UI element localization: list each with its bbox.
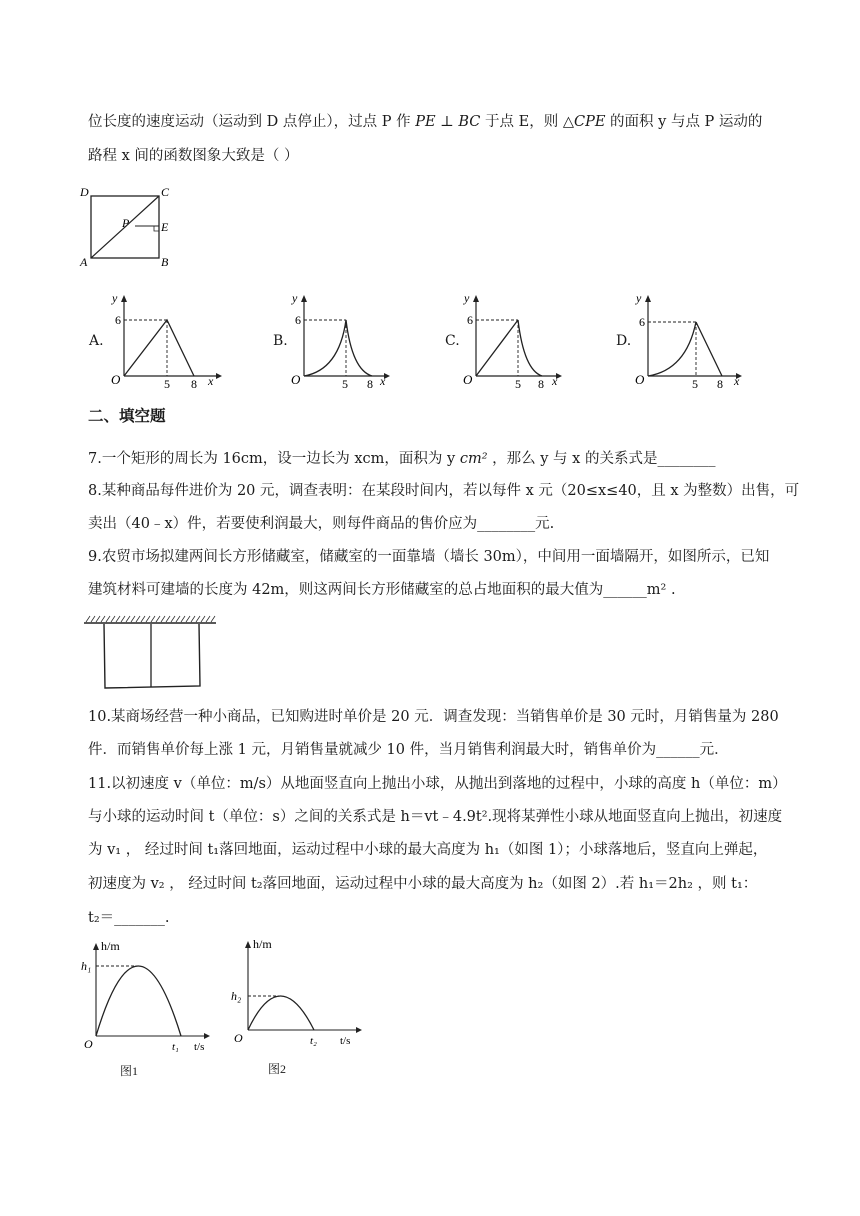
option-b-label[interactable]: B.	[273, 333, 288, 349]
figure-2-graph	[228, 936, 368, 1056]
option-c-label[interactable]: C.	[445, 333, 460, 349]
x-axis-label: x	[734, 374, 740, 388]
q7-text-a: 7.一个矩形的周长为 16cm，设一边长为 xcm，面积为 y	[88, 451, 460, 467]
x-tick-8: 8	[538, 377, 544, 390]
fig1-y-label: h/m	[101, 939, 120, 953]
label-c: C	[161, 186, 170, 199]
option-d-label[interactable]: D.	[616, 333, 632, 349]
label-a: A	[80, 255, 88, 268]
origin-label: O	[111, 372, 121, 387]
q10-line-1: 10.某商场经营一种小商品，已知购进时单价是 20 元．调查发现：当销售单价是 30 元时，月销售量为 280	[88, 709, 779, 725]
fig2-end-label: t₂	[310, 1035, 317, 1047]
origin-label: O	[635, 372, 645, 387]
origin-label: O	[463, 372, 473, 387]
q11-line-2: 与小球的运动时间 t（单位：s）之间的关系式是 h＝vt﹣4.9t².现将某弹性小球从地面竖直向上抛出，初速度	[88, 809, 783, 825]
fig2-peak-label: h₂	[231, 989, 242, 1003]
q6-rectangle-figure	[74, 186, 184, 268]
q9-line-1: 9.农贸市场拟建两间长方形储藏室，储藏室的一面靠墙（墙长 30m），中间用一面墙隔开，如图所示，已知	[88, 549, 770, 565]
label-e: E	[161, 220, 169, 234]
q8-line-2: 卖出（40﹣x）件，若要使利润最大，则每件商品的售价应为________元.	[88, 516, 555, 532]
storage-room-figure	[84, 614, 220, 692]
q7-line	[88, 449, 715, 469]
fig1-x-label: t/s	[194, 1041, 205, 1053]
fig1-end-label: t₁	[172, 1041, 179, 1053]
q7-text-b: ，那么 y 与 x 的关系式是________	[487, 451, 716, 467]
fig2-origin: O	[234, 1031, 243, 1045]
y-tick-6: 6	[115, 313, 121, 327]
fig2-y-label: h/m	[253, 937, 272, 951]
q6-math-cpe: △CPE	[562, 114, 606, 130]
fig1-origin: O	[84, 1037, 93, 1051]
y-axis-label: y	[112, 291, 118, 305]
figure-2-caption: 图2	[268, 1062, 287, 1076]
label-d: D	[80, 186, 89, 199]
x-tick-5: 5	[342, 377, 348, 390]
q6-math-pe-bc: PE ⊥ BC	[415, 114, 481, 130]
x-tick-8: 8	[367, 377, 373, 390]
q7-unit: cm²	[459, 451, 488, 467]
q11-line-3: 为 v₁ ， 经过时间 t₁落回地面，运动过程中小球的最大高度为 h₁（如图 1）；小球落地后，竖直向上弹起，	[88, 842, 768, 858]
option-c-graph	[456, 290, 576, 390]
y-axis-label: y	[464, 291, 470, 305]
x-tick-5: 5	[164, 377, 170, 390]
fig2-x-label: t/s	[340, 1035, 351, 1047]
y-tick-6: 6	[295, 313, 301, 327]
y-tick-6: 6	[639, 315, 645, 329]
q6-text-c: 的面积 y 与点 P 运动的	[605, 114, 763, 130]
x-axis-label: x	[208, 374, 214, 388]
section-heading-fill-blank: 二、填空题	[88, 407, 166, 425]
q10-line-2: 件．而销售单价每上涨 1 元，月销售量就减少 10 件，当月销售利润最大时，销售单价为______元．	[88, 742, 729, 758]
q6-text-a: 位长度的速度运动（运动到 D 点停止），过点 P 作	[88, 114, 416, 130]
q6-text-b: 于点 E，则	[480, 114, 563, 130]
y-tick-6: 6	[467, 313, 473, 327]
x-axis-label: x	[380, 374, 386, 388]
y-axis-label: y	[292, 291, 298, 305]
option-a-graph	[104, 290, 224, 390]
q6-line-2: 路程 x 间的函数图象大致是（ ）	[88, 148, 299, 164]
q8-line-1: 8.某种商品每件进价为 20 元，调查表明：在某段时间内，若以每件 x 元（20≤x≤40，且 x 为整数）出售，可	[88, 483, 800, 499]
q9-line-2: 建筑材料可建墙的长度为 42m，则这两间长方形储藏室的总占地面积的最大值为______m² .	[88, 582, 676, 598]
x-tick-8: 8	[717, 377, 723, 390]
label-p: P	[122, 216, 130, 230]
option-d-graph	[628, 290, 752, 390]
label-b: B	[161, 255, 169, 268]
x-tick-5: 5	[515, 377, 521, 390]
x-tick-8: 8	[191, 377, 197, 390]
fig1-peak-label: h₁	[81, 959, 92, 973]
x-axis-label: x	[552, 374, 558, 388]
q11-line-5: t₂＝_______.	[88, 910, 170, 926]
option-b-graph	[284, 290, 404, 390]
figure-1-caption: 图1	[120, 1064, 139, 1078]
x-tick-5: 5	[692, 377, 698, 390]
option-a-label[interactable]: A.	[89, 333, 104, 349]
origin-label: O	[291, 372, 301, 387]
y-axis-label: y	[636, 291, 642, 305]
q6-line-1	[88, 112, 762, 132]
q11-line-1: 11.以初速度 v（单位：m/s）从地面竖直向上抛出小球，从抛出到落地的过程中，小球的高度 h（单位：m）	[88, 776, 787, 792]
q11-line-4: 初速度为 v₂ ， 经过时间 t₂落回地面，运动过程中小球的最大高度为 h₂（如图 2）.若 h₁＝2h₂ ，则 t₁：	[88, 876, 758, 892]
figure-1-graph	[76, 936, 216, 1056]
